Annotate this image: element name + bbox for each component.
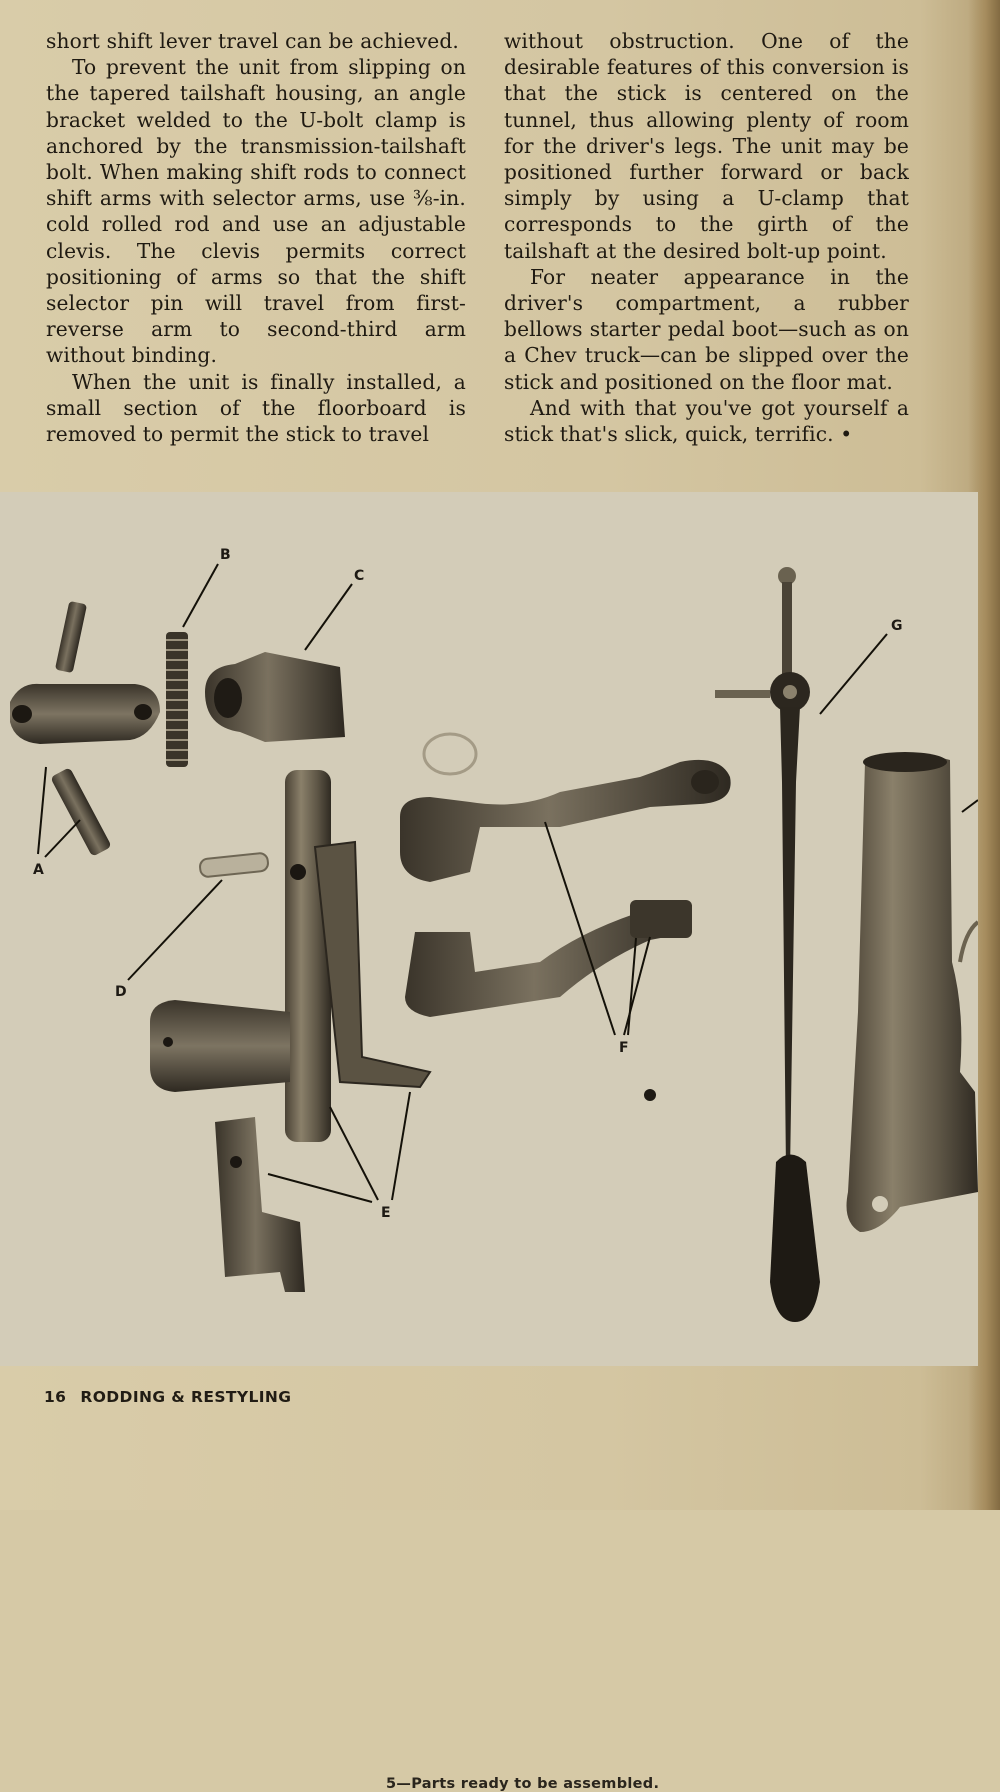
article-paragraph: short shift lever travel can be achieved. (46, 29, 459, 53)
parts-illustration (0, 492, 978, 1366)
page-footer (44, 1388, 291, 1406)
label-g: G (891, 618, 903, 634)
part-b-spring (166, 632, 188, 767)
article-paragraph: To prevent the unit from slipping on the tapered tailshaft housing, an angle bracket welded to the U-bolt clamp is anchored by the transmission-tailshaft bolt. When making shift rods to connect shift arms with selector arms, use ⅜-in. cold rolled rod and use an adjustable clevis. The clevis permits correct positioning of arms so that the shift selector pin will travel from first-reverse arm to second-third arm without binding. (46, 55, 466, 368)
photo-caption: 5—Parts ready to be assembled. (386, 1776, 660, 1792)
article-paragraph: When the unit is finally installed, a small section of the floorboard is removed to permit the stick to travel (46, 369, 466, 447)
page-number: 16 (44, 1388, 67, 1406)
label-a: A (33, 862, 44, 878)
label-f: F (619, 1040, 629, 1056)
article-column-left (46, 28, 466, 447)
article-paragraph: without obstruction. One of the desirable features of this conversion is that the stick is centered on the tunnel, thus allowing plenty of room for the driver's legs. The unit may be positioned further forward or back simply by using a U-clamp that corresponds to the girth of the tailshaft at the desired bolt-up point. (504, 29, 909, 263)
label-c: C (354, 568, 365, 584)
label-b: B (220, 547, 231, 563)
label-e: E (381, 1205, 391, 1221)
article-column-right (504, 28, 909, 447)
article-paragraph: And with that you've got yourself a stick that's slick, quick, terrific. • (504, 395, 909, 447)
magazine-title: RODDING & RESTYLING (80, 1388, 292, 1406)
article-paragraph: For neater appearance in the driver's compartment, a rubber bellows starter pedal boot—such as on a Chev truck—can be slipped over the stick and positioned on the floor mat. (504, 264, 909, 394)
label-d: D (115, 984, 127, 1000)
